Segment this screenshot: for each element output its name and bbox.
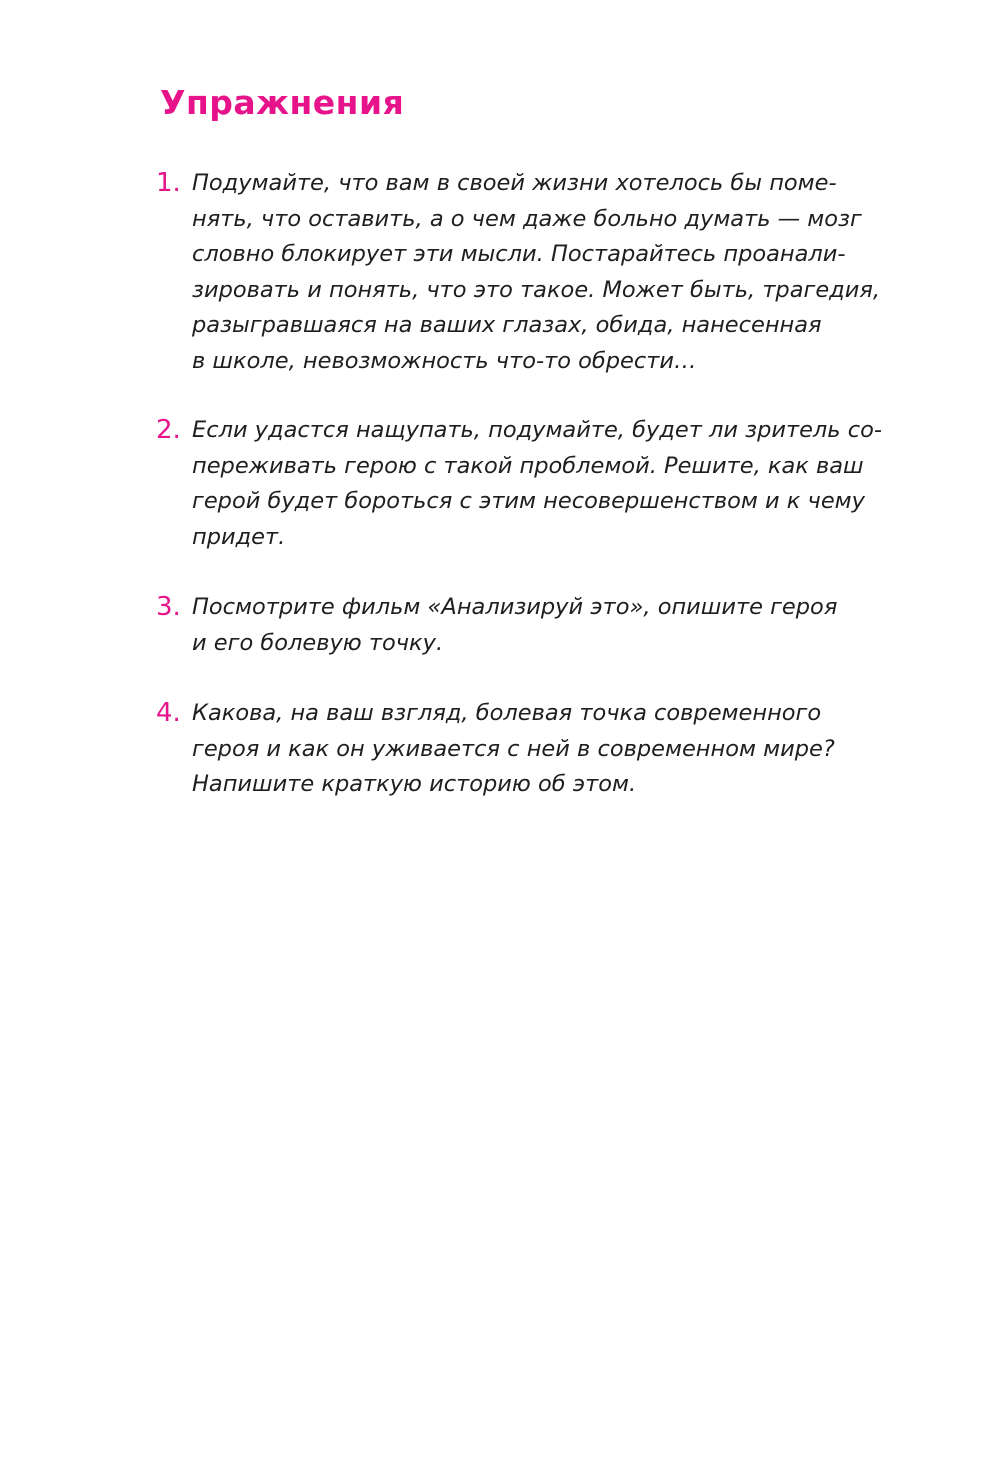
- text-line: в школе, невозможность что-то обрести…: [192, 347, 697, 374]
- exercise-number: 3.: [156, 592, 181, 622]
- exercise-number: 4.: [156, 698, 181, 728]
- text-line: Напишите краткую историю об этом.: [192, 771, 637, 797]
- text-line: Подумайте, что вам в своей жизни хотелось бы поме-: [192, 170, 837, 196]
- exercise-text: [192, 413, 912, 555]
- text-line: героя и как он уживается с ней в современном мире?: [192, 735, 835, 762]
- section-title: Упражнения: [160, 83, 405, 122]
- text-line: зировать и понять, что это такое. Может быть, трагедия,: [192, 276, 881, 303]
- text-line: и его болевую точку.: [192, 629, 444, 656]
- text-line: переживать герою с такой проблемой. Решите, как ваш: [192, 452, 864, 479]
- text-line: нять, что оставить, а о чем даже больно думать — мозг: [192, 205, 862, 232]
- text-line: придет.: [192, 523, 286, 550]
- exercise-number: 2.: [156, 415, 181, 445]
- text-line: герой будет бороться с этим несовершенством и к чему: [192, 488, 865, 514]
- text-line: Какова, на ваш взгляд, болевая точка современного: [192, 700, 822, 726]
- exercise-text: [192, 590, 912, 661]
- text-line: разыгравшаяся на ваших глазах, обида, нанесенная: [192, 312, 822, 338]
- text-line: Посмотрите фильм «Анализируй это», опишите героя: [192, 594, 838, 620]
- text-line: словно блокирует эти мысли. Постарайтесь проанали-: [192, 241, 846, 267]
- exercise-number: 1.: [156, 168, 181, 198]
- exercise-text: [192, 166, 912, 379]
- exercise-text: [192, 696, 912, 803]
- text-line: Если удастся нащупать, подумайте, будет ли зритель со-: [192, 417, 882, 443]
